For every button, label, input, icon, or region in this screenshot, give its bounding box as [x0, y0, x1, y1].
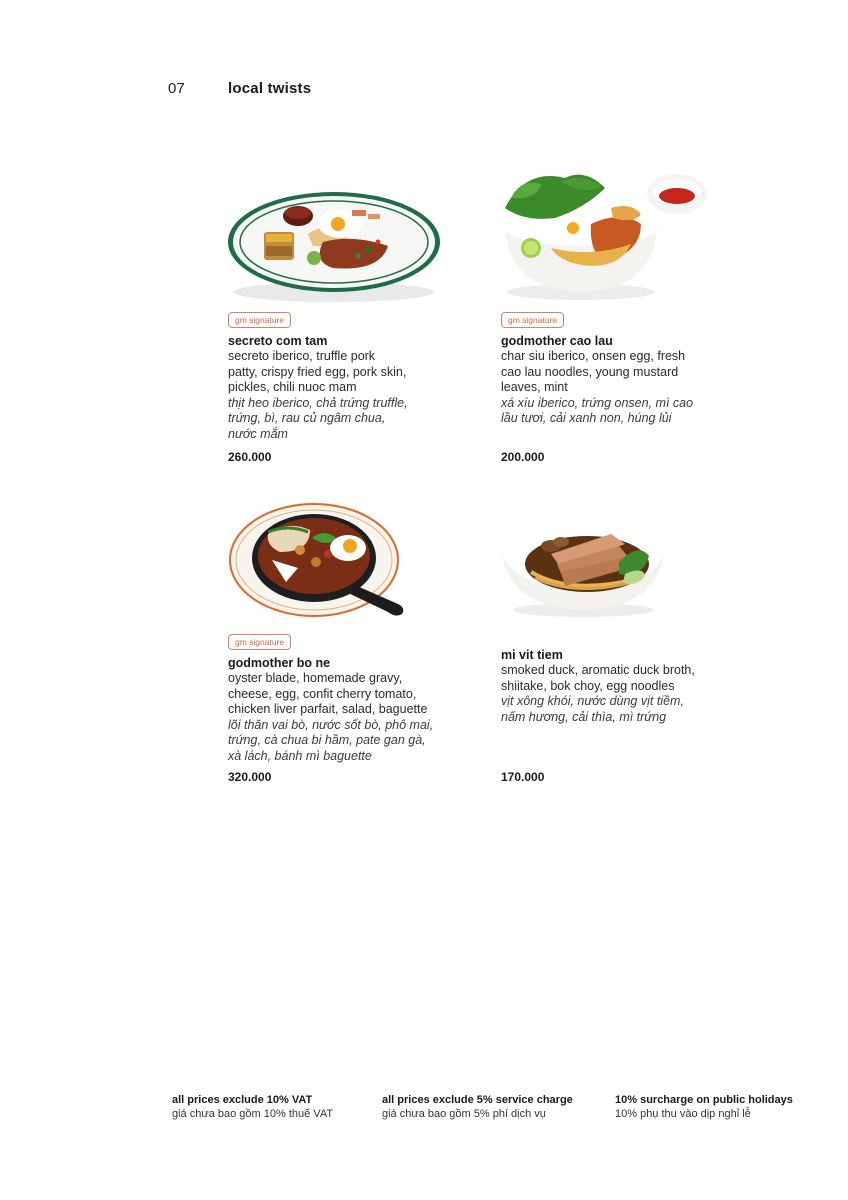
signature-badge: gm signature [228, 312, 291, 328]
footer-note-vat [172, 1093, 333, 1121]
dish-description-en: smoked duck, aromatic duck broth, shiitake, bok choy, egg noodles [501, 663, 695, 693]
dish-price: 260.000 [228, 450, 272, 464]
signature-badge: gm signature [228, 634, 291, 650]
footer-note-en: all prices exclude 10% VAT [172, 1094, 313, 1106]
footer-note-vi: giá chưa bao gồm 5% phí dịch vụ [382, 1108, 546, 1120]
dish-photo-mi-vit-tiem [501, 502, 741, 642]
section-title: local twists [228, 80, 312, 97]
footer-note-service-charge [382, 1093, 573, 1121]
dish-godmother-bo-ne [228, 502, 468, 802]
page-number: 07 [168, 80, 185, 97]
dish-price: 200.000 [501, 450, 545, 464]
footer-note-holiday-surcharge [615, 1093, 793, 1121]
dish-description-vi: lõi thăn vai bò, nước sốt bò, phô mai, trứng, cà chua bi hầm, pate gan gà, xà lách, bánh mì baguette [228, 717, 434, 763]
dish-photo-cao-lau [501, 168, 741, 310]
footer-note-vi: giá chưa bao gồm 10% thuế VAT [172, 1108, 334, 1120]
dish-name: secreto com tam [228, 334, 328, 348]
dish-price: 170.000 [501, 770, 545, 784]
dish-name: mi vit tiem [501, 648, 563, 662]
dish-mi-vit-tiem [501, 502, 741, 802]
dish-description-en: secreto iberico, truffle pork patty, crispy fried egg, pork skin, pickles, chili nuoc mam [228, 349, 407, 394]
footer-note-vi: 10% phụ thu vào dịp nghỉ lễ [615, 1108, 751, 1120]
dish-description-en: char siu iberico, onsen egg, fresh cao lau noodles, young mustard leaves, mint [501, 349, 686, 394]
dish-name: godmother cao lau [501, 334, 613, 348]
dish-description-en: oyster blade, homemade gravy, cheese, egg, confit cherry tomato, chicken liver parfait, salad, baguette [228, 671, 428, 716]
dish-name: godmother bo ne [228, 656, 331, 670]
dish-photo-bo-ne [228, 502, 468, 632]
dish-description-vi: vịt xông khói, nước dùng vịt tiềm, nấm hương, cải thìa, mì trứng [501, 694, 684, 724]
signature-badge: gm signature [501, 312, 564, 328]
dish-godmother-cao-lau [501, 168, 741, 480]
dish-photo-com-tam [228, 180, 468, 310]
dish-secreto-com-tam [228, 180, 468, 480]
dish-price: 320.000 [228, 770, 272, 784]
footer-note-en: all prices exclude 5% service charge [382, 1094, 573, 1106]
dish-description-vi: xá xíu iberico, trứng onsen, mì cao lầu tươi, cải xanh non, húng lủi [501, 395, 694, 425]
footer-note-en: 10% surcharge on public holidays [615, 1094, 793, 1106]
dish-description-vi: thịt heo iberico, chả trứng truffle, trứng, bì, rau củ ngâm chua, nước mắm [228, 395, 408, 441]
